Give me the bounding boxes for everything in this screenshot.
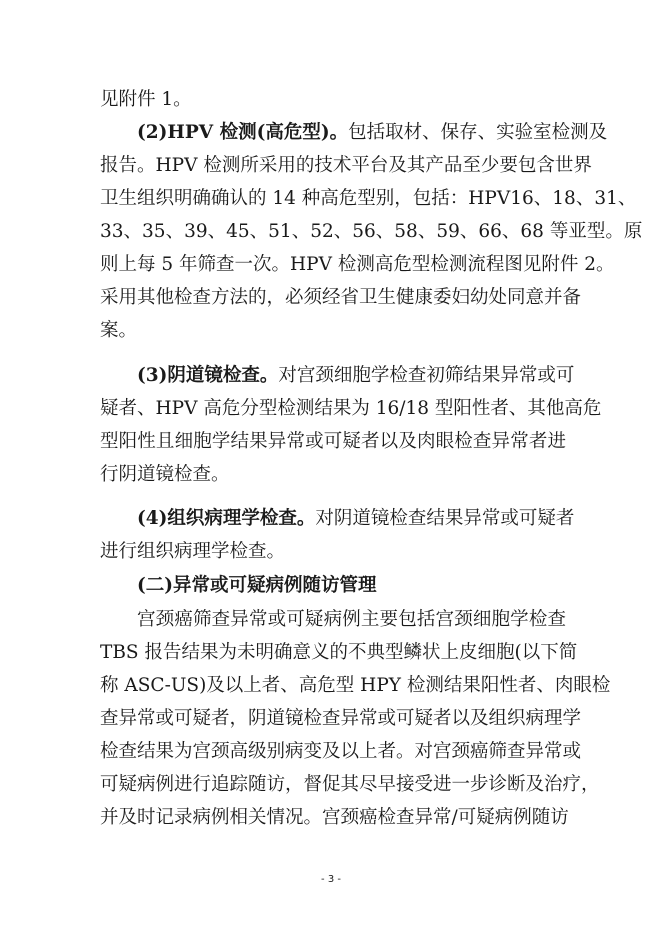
line-text: 对宫颈细胞学检查初筛结果异常或可 (278, 365, 575, 386)
section-2-heading: (2)HPV 检测(高危型)。 (137, 122, 349, 143)
text-line (100, 85, 566, 115)
line-text: 案。 (100, 320, 138, 341)
line-text: 查异常或可疑者，阴道镜检查异常或可疑者以及组织病理学 (100, 708, 582, 729)
line-text: 见附件 1。 (100, 89, 192, 110)
subsection-heading: (二)异常或可疑病例随访管理 (137, 575, 377, 596)
line-text: 33、35、39、45、51、52、56、58、59、66、68 等亚型。原 (100, 221, 643, 242)
text-line (100, 704, 582, 734)
section-3-heading-line (137, 361, 575, 391)
line-text: 采用其他检查方法的，必须经省卫生健康委妇幼处同意并备 (100, 287, 582, 308)
section-4-heading-line (137, 504, 575, 534)
text-line (100, 217, 643, 247)
line-text: 可疑病例进行追踪随访，督促其尽早接受进一步诊断及治疗， (100, 774, 600, 795)
text-line (100, 671, 611, 701)
line-text: 报告。HPV 检测所采用的技术平台及其产品至少要包含世界 (100, 155, 592, 176)
line-text: 宫颈癌筛查异常或可疑病例主要包括宫颈细胞学检查 (137, 609, 566, 630)
text-line (137, 605, 566, 635)
subsection-heading-line (137, 571, 566, 601)
text-line (100, 737, 582, 767)
text-line (100, 151, 592, 181)
line-text: 包括取材、保存、实验室检测及 (348, 122, 608, 143)
section-2-heading-line (137, 118, 608, 148)
section-4-heading: (4)组织病理学检查。 (137, 508, 316, 529)
text-line (100, 427, 566, 457)
line-text: 检查结果为宫颈高级别病变及以上者。对宫颈癌筛查异常或 (100, 741, 582, 762)
line-text: 卫生组织明确确认的 14 种高危型别，包括：HPV16、18、31、 (100, 188, 637, 209)
text-line (100, 537, 566, 567)
line-text: 行阴道镜检查。 (100, 464, 230, 485)
line-text: 称 ASC-US)及以上者、高危型 HPY 检测结果阳性者、肉眼检 (100, 675, 611, 696)
line-text: TBS 报告结果为未明确意义的不典型鳞状上皮细胞(以下简 (100, 642, 578, 663)
text-line (100, 250, 615, 280)
text-line (100, 803, 569, 833)
text-line (100, 770, 600, 800)
text-line (100, 638, 578, 668)
line-text: 进行组织病理学检查。 (100, 541, 286, 562)
line-text: 对阴道镜检查结果异常或可疑者 (315, 508, 575, 529)
text-line (100, 460, 566, 490)
text-line (100, 283, 582, 313)
line-text: 型阳性且细胞学结果异常或可疑者以及肉眼检查异常者进 (100, 431, 566, 452)
line-text: 则上每 5 年筛查一次。HPV 检测高危型检测流程图见附件 2。 (100, 254, 615, 275)
text-line (100, 394, 602, 424)
section-3-heading: (3)阴道镜检查。 (137, 365, 279, 386)
text-line (100, 184, 637, 214)
line-text: 疑者、HPV 高危分型检测结果为 16/18 型阳性者、其他高危 (100, 398, 602, 419)
page-number: - 3 - (321, 874, 341, 885)
text-line (100, 316, 566, 346)
line-text: 并及时记录病例相关情况。宫颈癌检查异常/可疑病例随访 (100, 807, 569, 828)
